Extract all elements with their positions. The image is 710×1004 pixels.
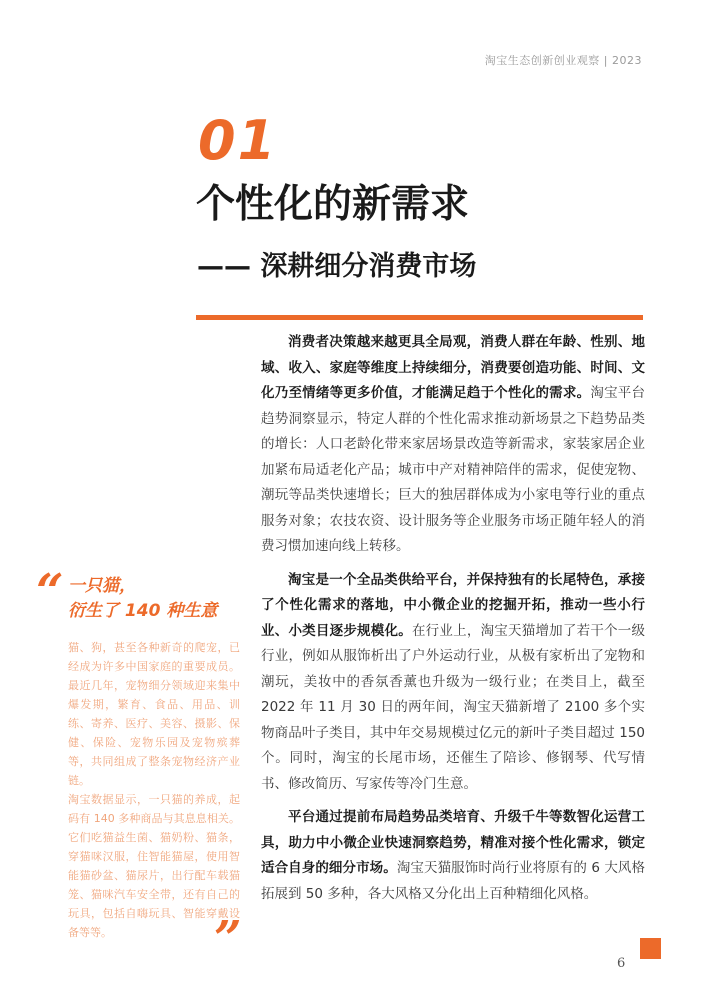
- chapter-title: 个性化的新需求: [196, 182, 470, 227]
- page-number: 6: [617, 956, 626, 971]
- sidebar-title-line-2: 衍生了 140 种生意: [68, 601, 218, 621]
- sidebar-title-line-1: 一只猫，: [68, 576, 136, 596]
- body-paragraph-1-emphasis: 消费者决策越来越更具全局观，消费人群在年龄、性别、地域、收入、家庭等维度上持续细分，消费要创造功能、时间、文化乃至情绪等更多价值，才能满足趋于个性化的需求。: [261, 334, 645, 401]
- chapter-number: 01: [198, 109, 278, 172]
- body-paragraph-3: [261, 805, 645, 907]
- main-body: [261, 330, 645, 915]
- body-paragraph-2: [261, 568, 645, 798]
- page-marker-square: [640, 938, 661, 959]
- running-header: 淘宝生态创新创业观察 | 2023: [484, 54, 642, 67]
- sidebar-paragraph-1: 猫、狗，甚至各种新奇的爬宠，已经成为许多中国家庭的重要成员。最近几年，宠物细分领域迎来集中爆发期，繁育、食品、用品、训练、寄养、医疗、美容、摄影、保健、保险、宠物乐园及宠物殡葬等，共同组成了整条宠物经济产业链。: [68, 641, 240, 787]
- sidebar-body: [68, 638, 240, 942]
- body-paragraph-1: [261, 330, 645, 560]
- chapter-subtitle: —— 深耕细分消费市场: [197, 251, 477, 282]
- open-quote-icon: “: [36, 564, 64, 620]
- body-paragraph-1-text: 淘宝平台趋势洞察显示，特定人群的个性化需求推动新场景之下趋势品类的增长：人口老龄化带来家居场景改造等新需求，家装家居企业加紧布局适老化产品；城市中产对精神陪伴的需求，促使宠物、潮玩等品类快速增长；巨大的独居群体成为小家电等行业的重点服务对象；农技农资、设计服务等企业服务市场正随年轻人的消费习惯加速向线上转移。: [261, 385, 646, 554]
- title-divider: [196, 315, 643, 320]
- body-paragraph-2-text: 在行业上，淘宝天猫增加了若干个一级行业，例如从服饰析出了户外运动行业，从极有家析出了宠物和潮玩，美妆中的香氛香薰也升级为一级行业；在类目上，截至 2022 年 11 月 30 日的两年间，淘宝天猫新增了 2100 多个实物商品叶子类目，其中年交易规模过亿元的新叶子类目超过 150 个。同时，淘宝的长尾市场，还催生了陪诊、修钢琴、代写情书、修改简历、写家传等冷门生意。: [261, 622, 646, 792]
- body-paragraph-3-text: 淘宝天猫服饰时尚行业将原有的 6 大风格拓展到 50 多种，各大风格又分化出上百种精细化风格。: [261, 860, 646, 902]
- body-paragraph-3-emphasis: 平台通过提前布局趋势品类培育、升级千牛等数智化运营工具，助力中小微企业快速洞察趋势，精准对接个性化需求，锁定适合自身的细分市场。: [261, 809, 645, 876]
- sidebar-paragraph-2: 淘宝数据显示，一只猫的养成，起码有 140 多种商品与其息息相关。它们吃猫益生菌、猫奶粉、猫条，穿猫咪汉服，住智能猫屋，使用智能猫砂盆、猫尿片，出行配车载猫笼、猫咪汽车安全带，还有自己的玩具，包括自嗨玩具、智能穿戴设备等等。: [68, 793, 240, 939]
- sidebar-title: [68, 574, 217, 624]
- body-paragraph-2-emphasis: 淘宝是一个全品类供给平台，并保持独有的长尾特色，承接了个性化需求的落地，中小微企业的挖掘开拓，推动一些小行业、小类目逐步规模化。: [261, 571, 645, 639]
- close-quote-icon: ”: [214, 911, 242, 967]
